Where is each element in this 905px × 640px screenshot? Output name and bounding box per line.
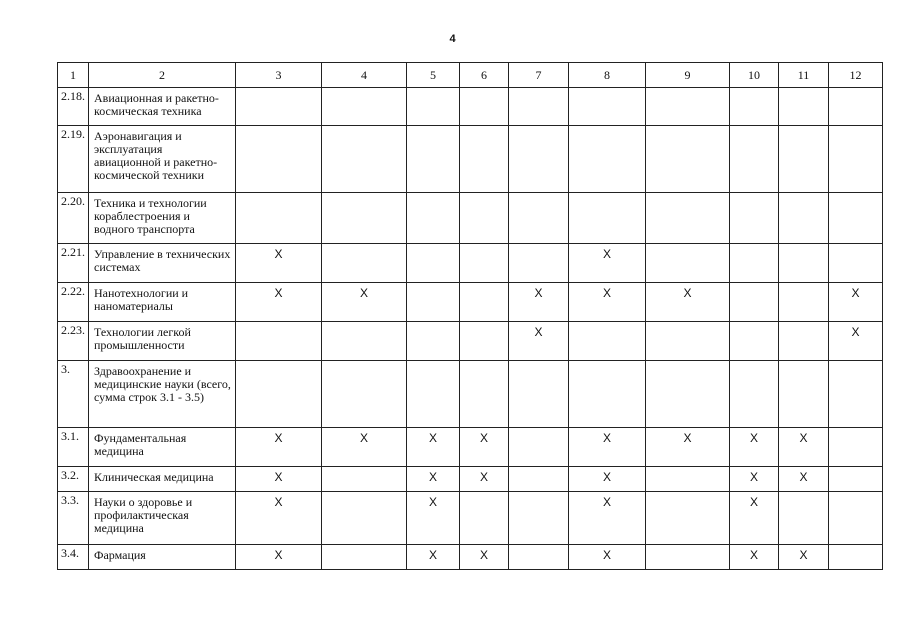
mark-cell (236, 361, 322, 428)
mark-cell (322, 88, 407, 126)
mark-cell (407, 283, 460, 322)
mark-cell: X (407, 545, 460, 570)
row-number: 3.1. (58, 428, 89, 467)
mark-cell (322, 322, 407, 361)
column-header: 7 (509, 63, 569, 88)
mark-cell (407, 126, 460, 193)
row-name: Управление в технических системах (89, 244, 236, 283)
mark-cell: X (569, 244, 646, 283)
mark-cell (322, 244, 407, 283)
mark-cell: X (236, 283, 322, 322)
column-header: 1 (58, 63, 89, 88)
mark-cell (407, 361, 460, 428)
mark-cell (829, 428, 883, 467)
mark-cell (646, 244, 730, 283)
mark-cell (569, 126, 646, 193)
mark-cell (509, 126, 569, 193)
table-row (58, 467, 883, 492)
row-number: 2.18. (58, 88, 89, 126)
mark-cell (509, 88, 569, 126)
mark-cell (646, 322, 730, 361)
table-row (58, 492, 883, 545)
mark-cell: X (407, 492, 460, 545)
table-row (58, 126, 883, 193)
mark-cell: X (730, 492, 779, 545)
mark-cell (730, 244, 779, 283)
mark-cell: X (236, 467, 322, 492)
mark-cell (460, 361, 509, 428)
mark-cell: X (509, 283, 569, 322)
row-name: Клиническая медицина (89, 467, 236, 492)
mark-cell (407, 193, 460, 244)
mark-cell (779, 126, 829, 193)
mark-cell (509, 467, 569, 492)
mark-cell: X (236, 244, 322, 283)
table-body (58, 63, 883, 570)
mark-cell: X (236, 492, 322, 545)
mark-cell: X (460, 428, 509, 467)
table-row (58, 545, 883, 570)
mark-cell (509, 244, 569, 283)
mark-cell (407, 88, 460, 126)
mark-cell (779, 492, 829, 545)
row-number: 2.23. (58, 322, 89, 361)
mark-cell (322, 126, 407, 193)
row-name: Здравоохранение и медицинские науки (всего, сумма строк 3.1 - 3.5) (89, 361, 236, 428)
row-name: Аэронавигация и эксплуатация авиационной и ракетно-космической техники (89, 126, 236, 193)
mark-cell: X (569, 545, 646, 570)
mark-cell: X (569, 467, 646, 492)
mark-cell (509, 361, 569, 428)
mark-cell (730, 283, 779, 322)
row-number: 3.2. (58, 467, 89, 492)
row-number: 2.19. (58, 126, 89, 193)
mark-cell: X (646, 428, 730, 467)
table-row (58, 428, 883, 467)
mark-cell (569, 361, 646, 428)
mark-cell: X (730, 428, 779, 467)
mark-cell (779, 322, 829, 361)
table-row (58, 193, 883, 244)
row-number: 3.3. (58, 492, 89, 545)
mark-cell (646, 467, 730, 492)
header-row (58, 63, 883, 88)
mark-cell (730, 361, 779, 428)
mark-cell (829, 467, 883, 492)
row-name: Технологии легкой промышленности (89, 322, 236, 361)
mark-cell: X (730, 467, 779, 492)
row-name: Техника и технологии кораблестроения и водного транспорта (89, 193, 236, 244)
mark-cell (730, 193, 779, 244)
row-number: 2.21. (58, 244, 89, 283)
mark-cell (779, 283, 829, 322)
mark-cell (236, 322, 322, 361)
column-header: 2 (89, 63, 236, 88)
mark-cell: X (322, 428, 407, 467)
mark-cell (829, 361, 883, 428)
mark-cell (460, 492, 509, 545)
table-row (58, 88, 883, 126)
mark-cell (829, 193, 883, 244)
mark-cell (646, 88, 730, 126)
mark-cell (730, 322, 779, 361)
column-header: 10 (730, 63, 779, 88)
mark-cell (407, 322, 460, 361)
data-table (57, 62, 883, 570)
mark-cell (646, 193, 730, 244)
mark-cell (460, 193, 509, 244)
row-name: Науки о здоровье и профилактическая медицина (89, 492, 236, 545)
mark-cell: X (569, 492, 646, 545)
mark-cell (509, 492, 569, 545)
mark-cell (322, 492, 407, 545)
row-number: 2.20. (58, 193, 89, 244)
row-number: 3. (58, 361, 89, 428)
row-name: Фундаментальная медицина (89, 428, 236, 467)
column-header: 9 (646, 63, 730, 88)
mark-cell (460, 322, 509, 361)
mark-cell (779, 244, 829, 283)
mark-cell: X (236, 428, 322, 467)
mark-cell: X (829, 283, 883, 322)
mark-cell (779, 88, 829, 126)
mark-cell: X (407, 428, 460, 467)
mark-cell: X (460, 467, 509, 492)
page-number: 4 (449, 33, 456, 45)
column-header: 6 (460, 63, 509, 88)
mark-cell: X (509, 322, 569, 361)
mark-cell: X (569, 283, 646, 322)
mark-cell (509, 545, 569, 570)
mark-cell (569, 322, 646, 361)
table-row (58, 322, 883, 361)
mark-cell (407, 244, 460, 283)
mark-cell (829, 545, 883, 570)
mark-cell: X (569, 428, 646, 467)
mark-cell (460, 283, 509, 322)
mark-cell: X (730, 545, 779, 570)
mark-cell (509, 193, 569, 244)
mark-cell (322, 193, 407, 244)
table-row (58, 283, 883, 322)
mark-cell (322, 545, 407, 570)
mark-cell (460, 88, 509, 126)
mark-cell (779, 361, 829, 428)
row-number: 2.22. (58, 283, 89, 322)
mark-cell (829, 88, 883, 126)
mark-cell (569, 193, 646, 244)
mark-cell (509, 428, 569, 467)
mark-cell: X (646, 283, 730, 322)
mark-cell (460, 126, 509, 193)
row-name: Фармация (89, 545, 236, 570)
table-row (58, 361, 883, 428)
mark-cell (236, 193, 322, 244)
mark-cell (829, 244, 883, 283)
mark-cell (779, 193, 829, 244)
mark-cell: X (829, 322, 883, 361)
mark-cell (236, 88, 322, 126)
mark-cell (646, 126, 730, 193)
row-name: Нанотехнологии и наноматериалы (89, 283, 236, 322)
column-header: 3 (236, 63, 322, 88)
column-header: 8 (569, 63, 646, 88)
table-row (58, 244, 883, 283)
mark-cell: X (407, 467, 460, 492)
mark-cell (829, 492, 883, 545)
mark-cell (646, 545, 730, 570)
mark-cell (322, 361, 407, 428)
mark-cell (569, 88, 646, 126)
mark-cell (829, 126, 883, 193)
row-number: 3.4. (58, 545, 89, 570)
mark-cell: X (779, 428, 829, 467)
mark-cell (730, 88, 779, 126)
mark-cell (322, 467, 407, 492)
mark-cell (236, 126, 322, 193)
mark-cell: X (236, 545, 322, 570)
mark-cell: X (779, 545, 829, 570)
row-name: Авиационная и ракетно-космическая техника (89, 88, 236, 126)
mark-cell (646, 361, 730, 428)
column-header: 11 (779, 63, 829, 88)
mark-cell (646, 492, 730, 545)
column-header: 4 (322, 63, 407, 88)
column-header: 5 (407, 63, 460, 88)
mark-cell: X (322, 283, 407, 322)
column-header: 12 (829, 63, 883, 88)
mark-cell (730, 126, 779, 193)
mark-cell (460, 244, 509, 283)
mark-cell: X (779, 467, 829, 492)
mark-cell: X (460, 545, 509, 570)
